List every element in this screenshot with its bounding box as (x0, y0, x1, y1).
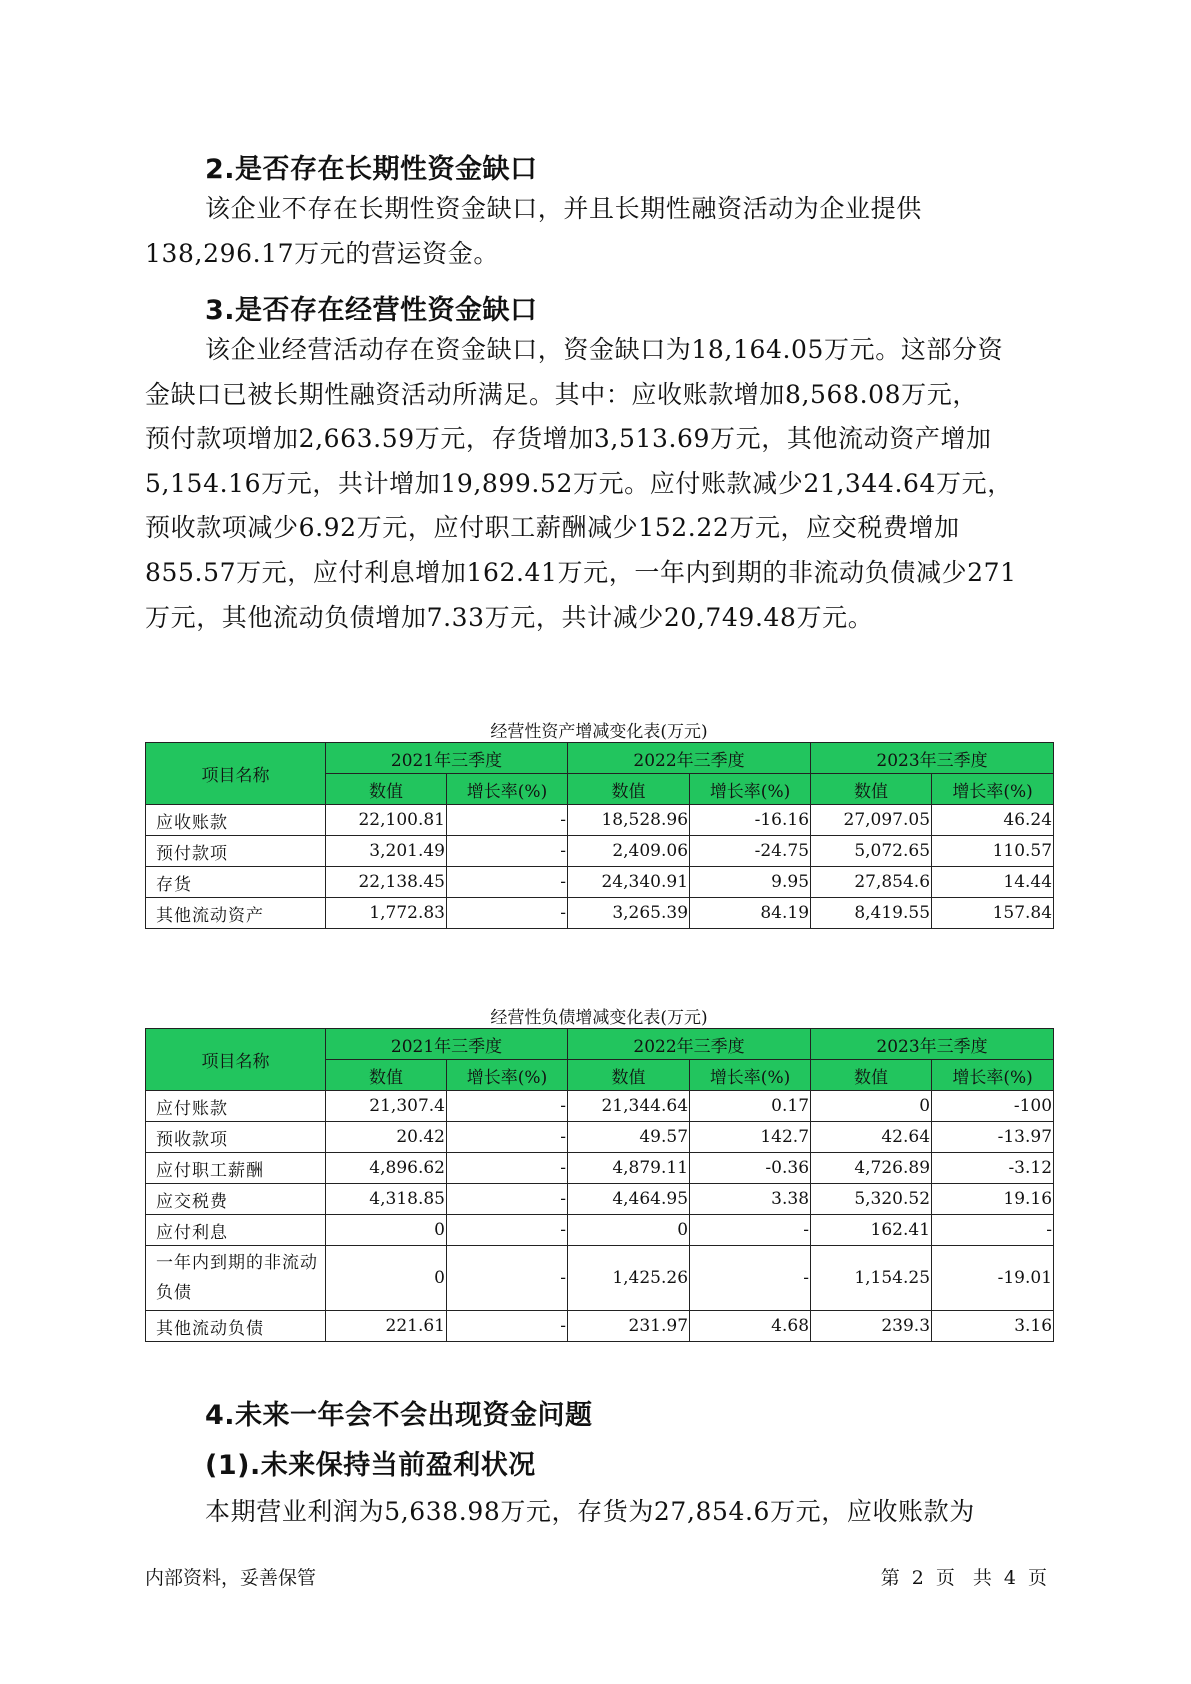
cell-growth: 3.16 (932, 1311, 1054, 1342)
cell-value: 162.41 (811, 1215, 932, 1246)
paragraph-line: 138,296.17万元的营运资金。 (145, 238, 499, 268)
page-unit: 页 (935, 1567, 955, 1589)
section-2-paragraph (145, 187, 1055, 276)
cell-growth: -16.16 (690, 805, 811, 836)
paragraph-line: 该企业经营活动存在资金缺口，资金缺口为18,164.05万元。这部分资 (205, 335, 1004, 364)
header-value: 数值 (811, 1060, 932, 1091)
header-value: 数值 (568, 774, 690, 805)
cell-growth: - (447, 1246, 568, 1311)
paragraph-line: 该企业不存在长期性资金缺口，并且长期性融资活动为企业提供 (205, 194, 922, 223)
cell-value: 20.42 (326, 1122, 447, 1153)
row-name: 预付款项 (146, 836, 326, 867)
cell-value: 42.64 (811, 1122, 932, 1153)
cell-value: 231.97 (568, 1311, 690, 1342)
total-pages: 4 (1003, 1567, 1016, 1589)
table-row (146, 1122, 1054, 1153)
cell-growth: 0.17 (690, 1091, 811, 1122)
section-4-subheading: (1).未来保持当前盈利状况 (205, 1450, 536, 1481)
cell-growth: -24.75 (690, 836, 811, 867)
cell-growth: - (447, 867, 568, 898)
cell-growth: -0.36 (690, 1153, 811, 1184)
footer-confidential-note: 内部资料，妥善保管 (145, 1567, 317, 1589)
row-name: 应收账款 (146, 805, 326, 836)
cell-value: 27,854.6 (811, 867, 932, 898)
header-period: 2022年三季度 (568, 743, 811, 774)
cell-value: 8,419.55 (811, 898, 932, 929)
header-period: 2021年三季度 (326, 1029, 568, 1060)
row-name: 应付利息 (146, 1215, 326, 1246)
cell-value: 0 (326, 1246, 447, 1311)
cell-growth: -100 (932, 1091, 1054, 1122)
cell-growth: 3.38 (690, 1184, 811, 1215)
cell-growth: 142.7 (690, 1122, 811, 1153)
header-growth: 增长率(%) (690, 774, 811, 805)
header-value: 数值 (568, 1060, 690, 1091)
header-growth: 增长率(%) (690, 1060, 811, 1091)
header-period: 2021年三季度 (326, 743, 568, 774)
header-value: 数值 (811, 774, 932, 805)
cell-growth: - (690, 1246, 811, 1311)
cell-value: 3,201.49 (326, 836, 447, 867)
table-row (146, 1153, 1054, 1184)
cell-growth: - (447, 1215, 568, 1246)
cell-growth: - (447, 805, 568, 836)
cell-growth: 110.57 (932, 836, 1054, 867)
table-row (146, 805, 1054, 836)
cell-value: 221.61 (326, 1311, 447, 1342)
cell-growth: - (447, 898, 568, 929)
cell-value: 21,307.4 (326, 1091, 447, 1122)
table-row (146, 1184, 1054, 1215)
table-row (146, 1091, 1054, 1122)
paragraph-line: 本期营业利润为5,638.98万元，存货为27,854.6万元，应收账款为 (205, 1497, 975, 1526)
header-period: 2023年三季度 (811, 1029, 1054, 1060)
header-value: 数值 (326, 774, 447, 805)
header-growth: 增长率(%) (447, 774, 568, 805)
paragraph-line: 金缺口已被长期性融资活动所满足。其中：应收账款增加8,568.08万元， (145, 379, 978, 409)
cell-value: 0 (326, 1215, 447, 1246)
section-4-heading: 4.未来一年会不会出现资金问题 (205, 1400, 593, 1431)
cell-growth: -13.97 (932, 1122, 1054, 1153)
cell-growth: - (447, 1122, 568, 1153)
cell-value: 3,265.39 (568, 898, 690, 929)
cell-value: 4,318.85 (326, 1184, 447, 1215)
cell-value: 5,072.65 (811, 836, 932, 867)
table-row (146, 1215, 1054, 1246)
cell-value: 22,100.81 (326, 805, 447, 836)
cell-value: 2,409.06 (568, 836, 690, 867)
row-name: 一年内到期的非流动负债 (146, 1246, 326, 1311)
paragraph-line: 万元，其他流动负债增加7.33万元，共计减少20,749.48万元。 (145, 602, 874, 632)
header-growth: 增长率(%) (447, 1060, 568, 1091)
cell-growth: - (447, 1311, 568, 1342)
page-prefix: 第 (880, 1567, 900, 1589)
footer-page-indicator (875, 1563, 1053, 1590)
cell-growth: 46.24 (932, 805, 1054, 836)
cell-value: 0 (568, 1215, 690, 1246)
cell-growth: - (690, 1215, 811, 1246)
assets-table-caption: 经营性资产增减变化表(万元) (490, 722, 708, 742)
cell-growth: - (447, 1184, 568, 1215)
table-row (146, 836, 1054, 867)
row-name: 其他流动负债 (146, 1311, 326, 1342)
cell-value: 21,344.64 (568, 1091, 690, 1122)
paragraph-line: 预收款项减少6.92万元，应付职工薪酬减少152.22万元，应交税费增加 (145, 513, 960, 543)
paragraph-line: 855.57万元，应付利息增加162.41万元，一年内到期的非流动负债减少271 (145, 557, 1017, 587)
cell-value: 24,340.91 (568, 867, 690, 898)
cell-value: 1,154.25 (811, 1246, 932, 1311)
liabilities-table (145, 1028, 1054, 1342)
cell-growth: - (447, 836, 568, 867)
cell-growth: -3.12 (932, 1153, 1054, 1184)
total-prefix: 共 (972, 1567, 992, 1589)
row-name: 应付职工薪酬 (146, 1153, 326, 1184)
row-name: 存货 (146, 867, 326, 898)
table-row (146, 1311, 1054, 1342)
section-4-paragraph (145, 1490, 1055, 1535)
total-unit: 页 (1027, 1567, 1047, 1589)
page-number: 2 (911, 1567, 924, 1589)
cell-growth: 84.19 (690, 898, 811, 929)
cell-value: 1,772.83 (326, 898, 447, 929)
cell-growth: 9.95 (690, 867, 811, 898)
cell-growth: -19.01 (932, 1246, 1054, 1311)
header-growth: 增长率(%) (932, 774, 1054, 805)
assets-table (145, 742, 1054, 929)
row-name: 预收款项 (146, 1122, 326, 1153)
section-3-heading: 3.是否存在经营性资金缺口 (205, 295, 538, 326)
cell-value: 239.3 (811, 1311, 932, 1342)
header-value: 数值 (326, 1060, 447, 1091)
header-item-name: 项目名称 (146, 1029, 326, 1091)
paragraph-line: 5,154.16万元，共计增加19,899.52万元。应付账款减少21,344.64万元， (145, 468, 1013, 498)
cell-value: 27,097.05 (811, 805, 932, 836)
cell-value: 5,320.52 (811, 1184, 932, 1215)
cell-value: 4,726.89 (811, 1153, 932, 1184)
row-name: 其他流动资产 (146, 898, 326, 929)
row-name: 应交税费 (146, 1184, 326, 1215)
header-period: 2023年三季度 (811, 743, 1054, 774)
paragraph-line: 预付款项增加2,663.59万元，存货增加3,513.69万元，其他流动资产增加 (145, 424, 992, 454)
header-period: 2022年三季度 (568, 1029, 811, 1060)
cell-growth: - (932, 1215, 1054, 1246)
table-row (146, 867, 1054, 898)
header-item-name: 项目名称 (146, 743, 326, 805)
cell-growth: - (447, 1153, 568, 1184)
cell-value: 4,464.95 (568, 1184, 690, 1215)
cell-value: 22,138.45 (326, 867, 447, 898)
cell-growth: 157.84 (932, 898, 1054, 929)
cell-growth: - (447, 1091, 568, 1122)
cell-growth: 14.44 (932, 867, 1054, 898)
section-2-heading: 2.是否存在长期性资金缺口 (205, 154, 538, 185)
cell-value: 1,425.26 (568, 1246, 690, 1311)
cell-value: 4,879.11 (568, 1153, 690, 1184)
cell-value: 0 (811, 1091, 932, 1122)
table-row (146, 1246, 1054, 1311)
section-3-paragraph (145, 328, 1055, 640)
header-growth: 增长率(%) (932, 1060, 1054, 1091)
cell-value: 18,528.96 (568, 805, 690, 836)
cell-value: 4,896.62 (326, 1153, 447, 1184)
liabilities-table-caption: 经营性负债增减变化表(万元) (490, 1008, 708, 1028)
row-name: 应付账款 (146, 1091, 326, 1122)
cell-growth: 19.16 (932, 1184, 1054, 1215)
cell-value: 49.57 (568, 1122, 690, 1153)
cell-growth: 4.68 (690, 1311, 811, 1342)
table-row (146, 898, 1054, 929)
